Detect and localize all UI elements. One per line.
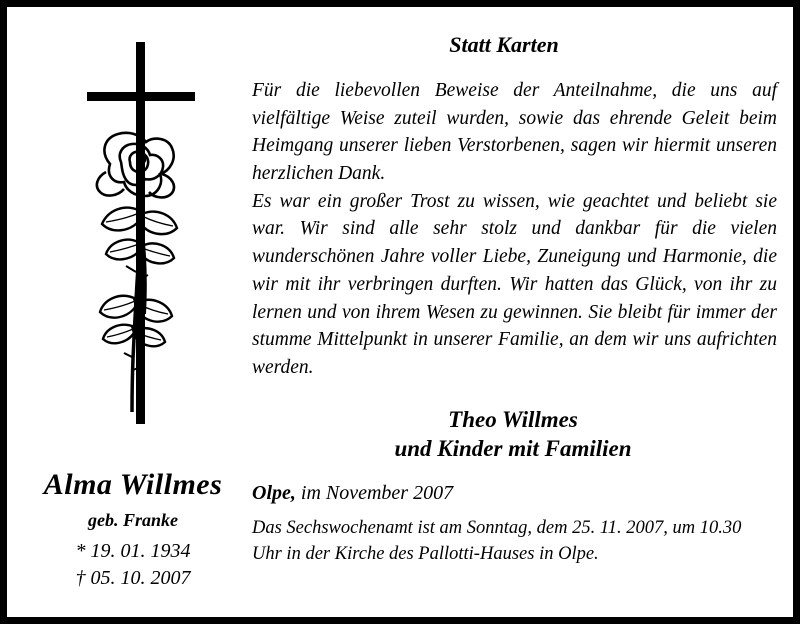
service-notice: Das Sechswochenamt ist am Sonntag, dem 25. 11. 2007, um 10.30 Uhr in der Kirche des Pallotti-Hauses in Olpe. [252, 517, 742, 564]
heading-statt-karten: Statt Karten [449, 32, 559, 57]
left-column [14, 14, 252, 624]
deceased-block [14, 469, 252, 591]
place-and-date [252, 482, 792, 505]
date: im November 2007 [295, 481, 454, 504]
death-date: † 05. 10. 2007 [75, 566, 191, 589]
right-column [252, 14, 792, 624]
deceased-maiden-name: geb. Franke [88, 509, 178, 530]
birth-date: * 19. 01. 1934 [75, 539, 191, 562]
family-line-1: Theo Willmes [448, 406, 578, 432]
thank-you-text [252, 77, 777, 382]
family-line-2: und Kinder mit Familien [394, 435, 632, 461]
cross-with-rose-icon [14, 14, 252, 434]
family-block [234, 406, 792, 464]
thank-you-paragraph-1: Für die liebevollen Beweise der Anteilnahme, die uns auf vielfältige Weise zuteil wurden, sowie das ehrende Geleit beim Heimgang unserer lieben Verstorbenen, sagen wir hiermit unseren herzlichen Dank. [252, 80, 777, 185]
deceased-name: Alma Willmes [43, 468, 223, 501]
thank-you-paragraph-2: Es war ein großer Trost zu wissen, wie geachtet und beliebt sie war. Wir sind alle sehr stolz und dankbar für die vielen wunderschönen Jahre voller Liebe, Zuneigung und Harmonie, die wir mit ihr verbringen durften. Wir hatten das Glück, von ihr zu lernen und von ihrem Wesen zu gewinnen. Sie bleibt für immer der stumme Mittelpunkt in unserer Familie, an dem wir uns aufrichten werden. [252, 190, 777, 378]
place: Olpe, [252, 481, 296, 504]
